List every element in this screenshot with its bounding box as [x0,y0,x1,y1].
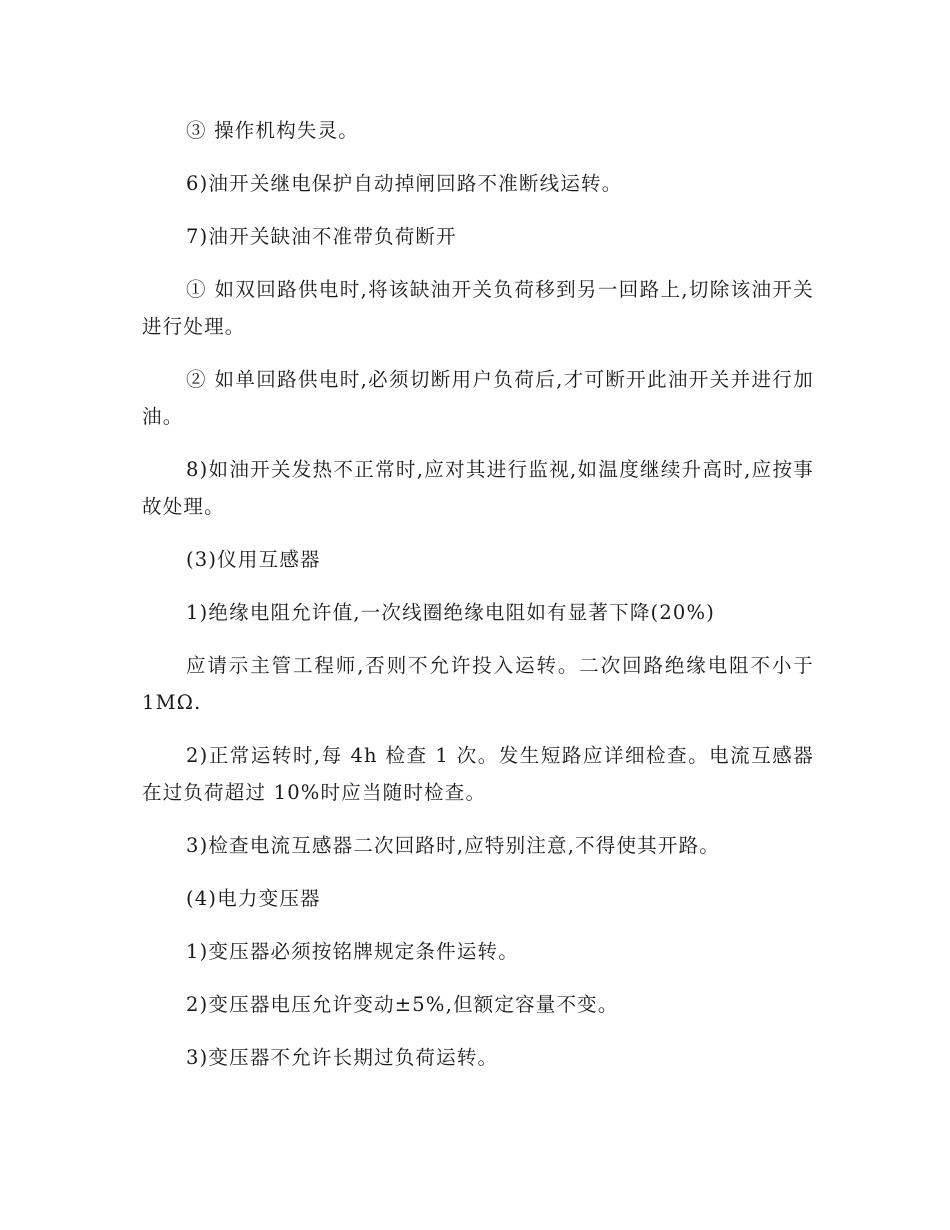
section-heading-instrument-transformer: (3)仪用互感器 [186,548,321,571]
paragraph-15: 3)变压器不允许长期过负荷运转。 [186,1046,499,1069]
paragraph-14: 2)变压器电压允许变动±5%,但额定容量不变。 [186,993,619,1016]
paragraph-13: 1)变压器必须按铭牌规定条件运转。 [186,940,519,963]
paragraph-10: 2)正常运转时,每 4h 检查 1 次。发生短路应详细检查。电流互感器在过负荷超过 10%时应当随时检查。 [142,744,814,804]
paragraph-3: 7)油开关缺油不准带负荷断开 [186,225,457,248]
paragraph-9: 应请示主管工程师,否则不允许投入运转。二次回路绝缘电阻不小于 1MΩ. [142,654,814,714]
paragraph-8: 1)绝缘电阻允许值,一次线圈绝缘电阻如有显著下降(20%) [186,601,716,624]
document-body [142,112,814,1092]
paragraph-1: ③ 操作机构失灵。 [186,119,359,142]
paragraph-5: ② 如单回路供电时,必须切断用户负荷后,才可断开此油开关并进行加油。 [142,368,814,428]
section-heading-power-transformer: (4)电力变压器 [186,887,321,910]
paragraph-6: 8)如油开关发热不正常时,应对其进行监视,如温度继续升高时,应按事故处理。 [142,458,814,518]
paragraph-4: ① 如双回路供电时,将该缺油开关负荷移到另一回路上,切除该油开关进行处理。 [142,278,814,338]
paragraph-2: 6)油开关继电保护自动掉闸回路不准断线运转。 [186,172,623,195]
paragraph-11: 3)检查电流互感器二次回路时,应特别注意,不得使其开路。 [186,834,721,857]
